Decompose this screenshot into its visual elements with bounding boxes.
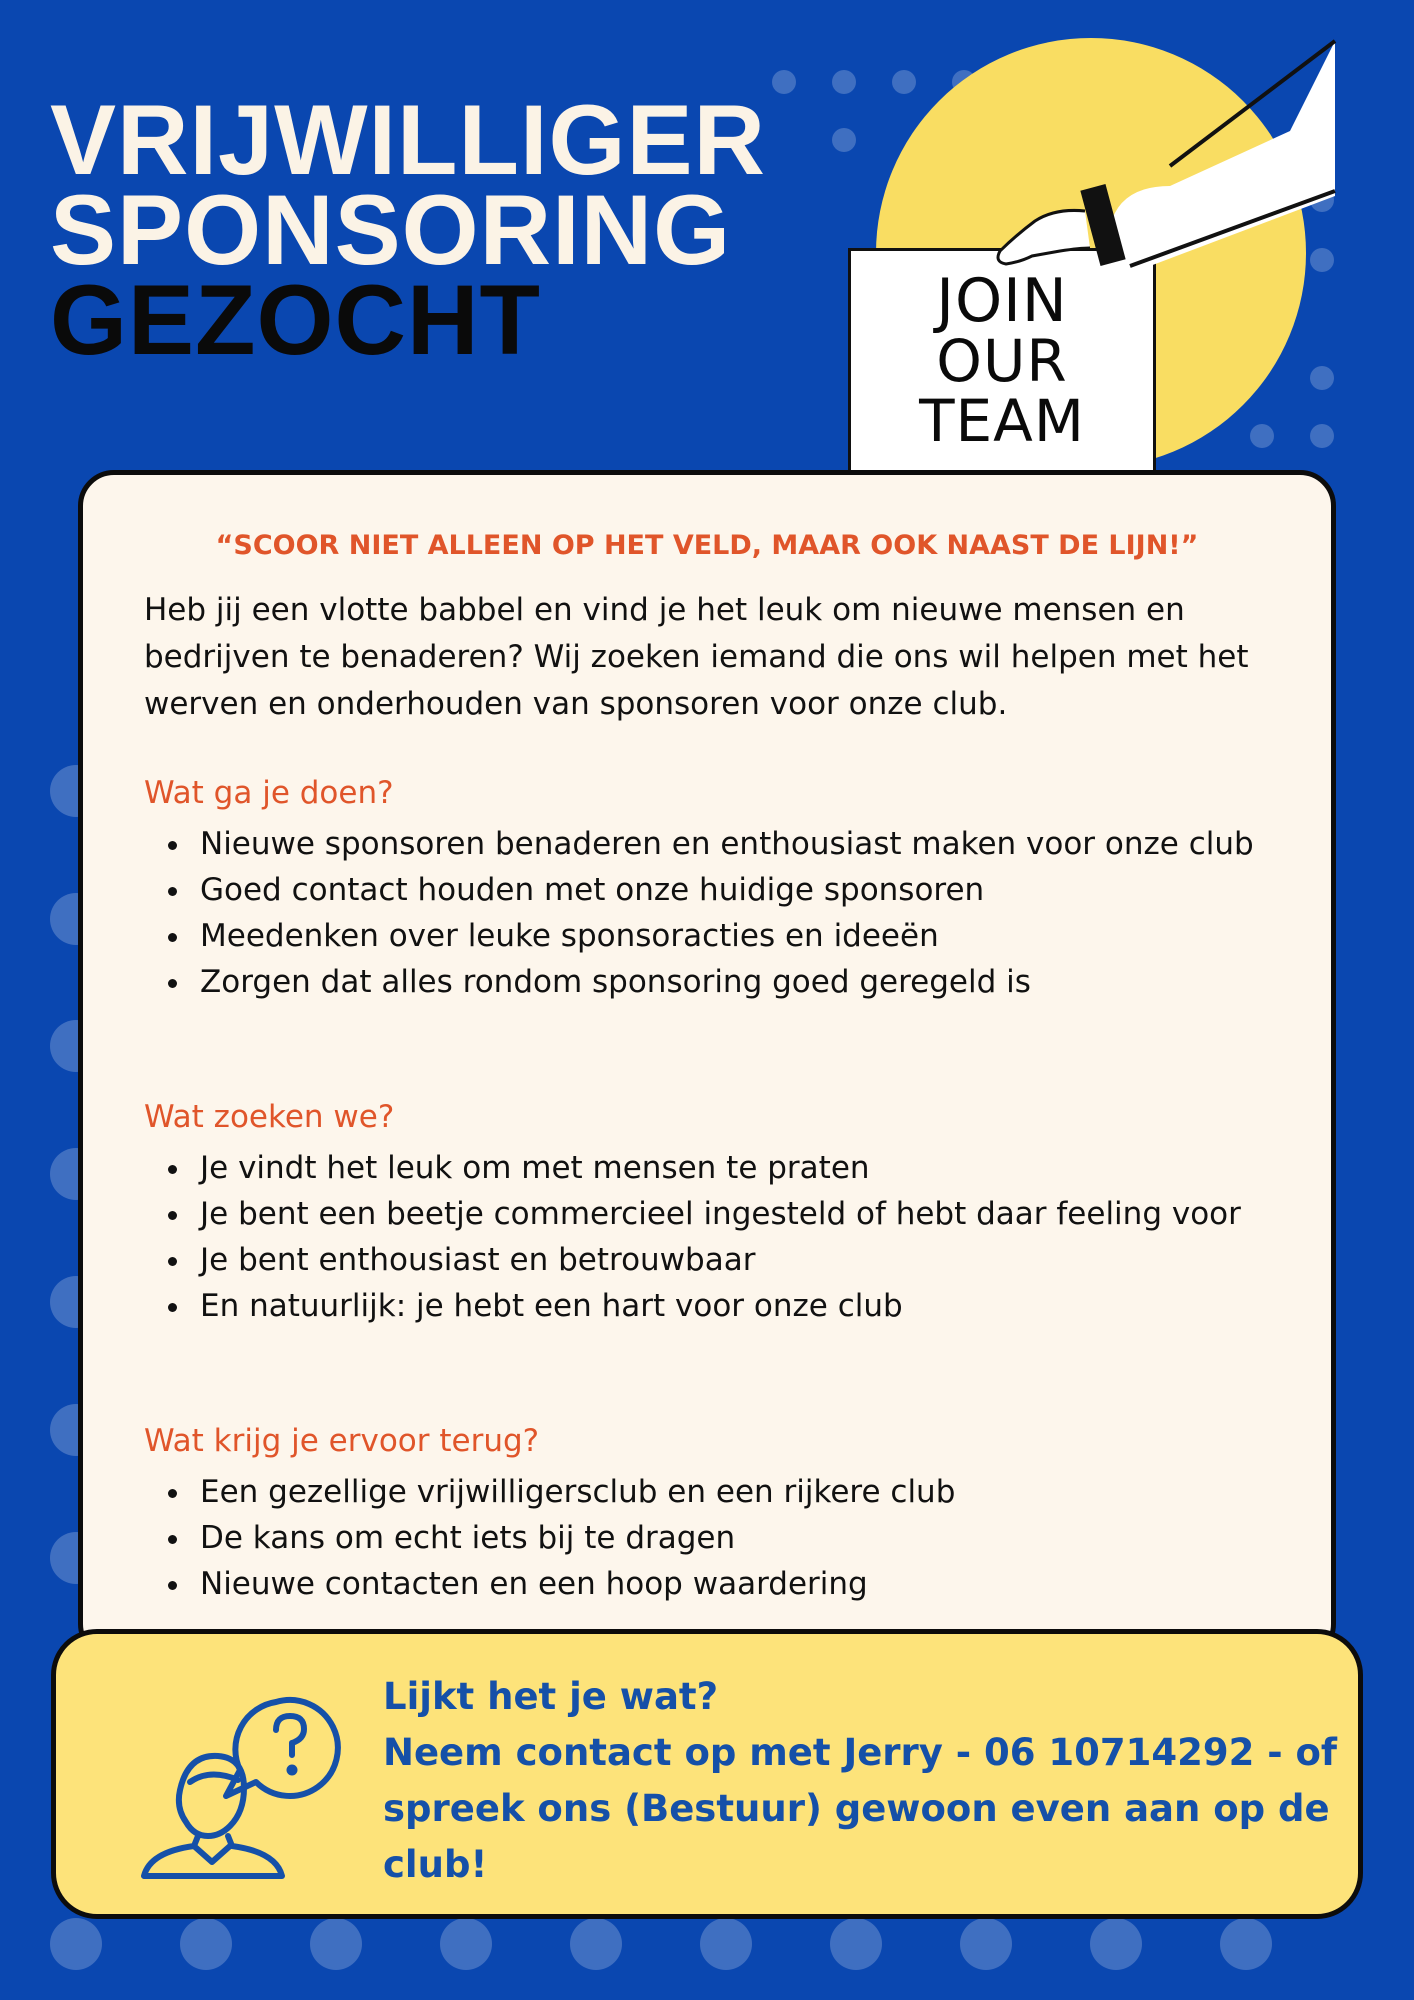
intro-paragraph: Heb jij een vlotte babbel en vind je het leuk om nieuwe mensen en bedrijven te benaderen? Wij zoeken iemand die ons wil helpen met het werven en onderhouden van sponsoren voor onze club.: [144, 592, 1249, 722]
hand-holding-sign-icon: [960, 36, 1340, 286]
info-card: [78, 470, 1336, 1660]
section-title-profile: Wat zoeken we?: [144, 1099, 395, 1135]
rewards-list: [144, 1469, 1284, 1607]
list-item: Je vindt het leuk om met mensen te praten: [144, 1145, 1284, 1191]
person-question-icon: [140, 1670, 365, 1880]
list-item: Een gezellige vrijwilligersclub en een rijkere club: [144, 1469, 1284, 1515]
list-item: Je bent enthousiast en betrouwbaar: [144, 1237, 1284, 1283]
contact-box: [51, 1629, 1363, 1919]
sign-line-2: OUR TEAM: [919, 326, 1085, 455]
list-item: Meedenken over leuke sponsoracties en ideeën: [144, 913, 1284, 959]
list-item: Zorgen dat alles rondom sponsoring goed geregeld is: [144, 959, 1284, 1005]
section-title-tasks: Wat ga je doen?: [144, 775, 394, 811]
title-line-2: SPONSORING: [50, 174, 732, 285]
title-line-3: GEZOCHT: [50, 264, 541, 375]
list-item: Nieuwe contacten en een hoop waardering: [144, 1561, 1284, 1607]
contact-line-2: Neem contact op met Jerry - 06 10714292 - of spreek ons (Bestuur) gewoon even aan op de club!: [383, 1731, 1337, 1886]
list-item: De kans om echt iets bij te dragen: [144, 1515, 1284, 1561]
profile-list: [144, 1145, 1284, 1329]
page-title: [50, 84, 767, 375]
list-item: Nieuwe sponsoren benaderen en enthousiast maken voor onze club: [144, 821, 1284, 867]
sign-line-1: JOIN: [936, 265, 1068, 336]
tagline-quote: “SCOOR NIET ALLEEN OP HET VELD, MAAR OOK NAAST DE LIJN!”: [215, 530, 1199, 561]
contact-message: [383, 1669, 1343, 1893]
list-item: Goed contact houden met onze huidige sponsoren: [144, 867, 1284, 913]
list-item: Je bent een beetje commercieel ingesteld of hebt daar feeling voor: [144, 1191, 1284, 1237]
title-line-1: VRIJWILLIGER: [50, 84, 767, 195]
section-title-rewards: Wat krijg je ervoor terug?: [144, 1423, 540, 1459]
list-item: En natuurlijk: je hebt een hart voor onze club: [144, 1283, 1284, 1329]
tasks-list: [144, 821, 1284, 1005]
contact-line-1: Lijkt het je wat?: [383, 1675, 719, 1718]
